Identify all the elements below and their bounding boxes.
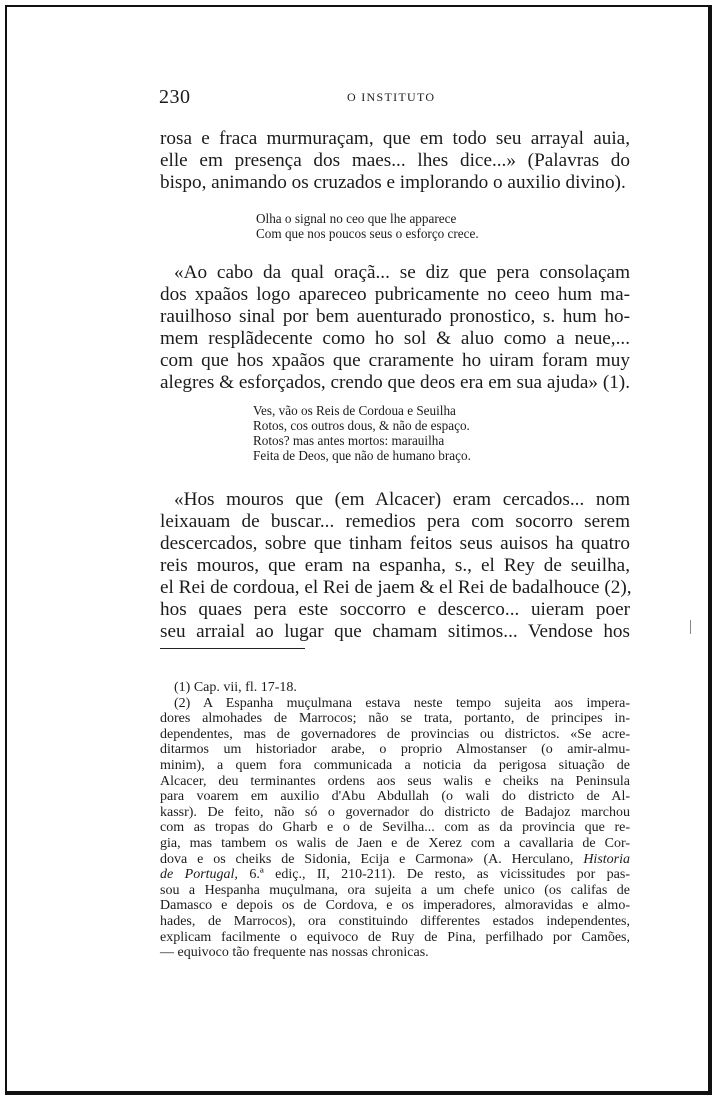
text-line: seu arraial ao lugar que chamam sitimos... Vendose hos <box>160 621 630 642</box>
text-line: descercados, sobre que tinham feitos seus auisos ha quatro <box>160 533 630 554</box>
footnote-line: kassr). De feito, não só o governador do districto de Badajoz marchou <box>160 804 630 820</box>
footnote-line: com as tropas do Gharb e o de Sevilha... com as da provincia que re- <box>160 820 630 836</box>
text-line: hos quaes pera este soccorro e descerco... uieram poer <box>160 599 630 620</box>
text-line: el Rei de cordoua, el Rei de jaem & el Rei de badalhouce (2), <box>160 577 632 598</box>
footnote-line: minim), a quem fora communicada a noticia da perigosa situação de <box>160 757 630 773</box>
footnote-line <box>160 852 630 868</box>
verse-line: Rotos? mas antes mortos: marauilha <box>253 433 445 448</box>
page-header <box>159 86 630 110</box>
text-line: bispo, animando os cruzados e implorando o auxilio divino). <box>160 172 626 193</box>
book-title-italic: Historia <box>583 851 630 867</box>
footnote-line: hades, de Marrocos), ora constituindo differentes estados independentes, <box>160 913 630 929</box>
paragraph-2 <box>160 262 630 394</box>
margin-mark <box>690 620 691 634</box>
footnote-line: sou a Hespanha muçulmana, ora sujeita a um chefe unico (os califas de <box>160 882 630 898</box>
verse-line: Feita de Deos, que não de humano braço. <box>253 448 471 463</box>
text-line: «Ao cabo da qual oraçã... se diz que pera consolaçam <box>174 262 630 283</box>
footnote-line: explicam facilmente o equivoco de Ruy de Pina, perfilhado por Camões, <box>160 929 630 945</box>
footnote-line: Alcacer, deu terminantes ordens aos seus walis e cheiks na Peninsula <box>160 773 630 789</box>
text-line: elle em presença dos maes... lhes dice...» (Palavras do <box>160 150 630 171</box>
text-line: rauilhoso sinal por bem auenturado pronostico, s. hum ho- <box>160 306 630 327</box>
paragraph-3 <box>160 489 630 643</box>
verse-line: Olha o signal no ceo que lhe apparece <box>256 211 457 226</box>
text-line: «Hos mouros que (em Alcacer) eram cercados... nom <box>174 489 630 510</box>
verse-line: Rotos, cos outros dous, & não de espaço. <box>253 418 470 433</box>
running-head: O INSTITUTO <box>347 90 436 104</box>
footnote-line: ditarmos um historiador arabe, o proprio Almostanser (o amir-almu- <box>160 742 630 758</box>
footnote-2 <box>160 696 630 961</box>
footnote-line: (2) A Espanha muçulmana estava neste tempo sujeita aos impera- <box>174 695 630 711</box>
footnote-rule <box>160 648 305 649</box>
footnote-line: dependentes, mas de governadores de provincias ou districtos. «Se acre- <box>160 726 630 742</box>
text-line: mem resplãdecente como ho sol & aluo como a neue,... <box>160 328 630 349</box>
text-line: reis mouros, que eram na espanha, s., el Rey de seuilha, <box>160 555 630 576</box>
book-title-italic: de Portugal, <box>160 867 238 883</box>
verse-quote-1 <box>256 211 479 241</box>
text-line: dos xpaãos logo apareceo pubricamente no ceeo hum ma- <box>160 284 630 305</box>
paragraph-1 <box>160 128 630 194</box>
text-line: leixauam de buscar... remedios pera com socorro serem <box>160 511 630 532</box>
footnotes <box>160 680 630 961</box>
footnote-line: gia, mas tambem os walis de Jaen e de Xerez com a cavallaria de Cor- <box>160 835 630 851</box>
footnote-line: para voarem em auxilio d'Abu Abdullah (o wali do districto de Al- <box>160 789 630 805</box>
footnote-line: Damasco e depois os de Cordova, e os imperadores, almoravidas e almo- <box>160 898 630 914</box>
footnote-line: — equivoco tão frequente nas nossas chronicas. <box>160 945 429 961</box>
verse-line: Ves, vão os Reis de Cordoua e Seuilha <box>253 403 456 418</box>
page-number: 230 <box>159 86 191 108</box>
text-line: alegres & esforçados, crendo que deos era em sua ajuda» (1). <box>160 372 630 393</box>
text-line: com que hos xpaãos que craramente ho uiram foram muy <box>160 350 630 371</box>
footnote-text: dova e os cheiks de Sidonia, Ecija e Carmona» (A. Herculano, <box>160 851 584 867</box>
text-line: rosa e fraca murmuraçam, que em todo seu arrayal auia, <box>160 128 630 149</box>
footnote-line: dores almohades de Marrocos; não se trata, portanto, de principes in- <box>160 711 630 727</box>
verse-quote-2 <box>253 403 471 463</box>
verse-line: Com que nos poucos seus o esforço crece. <box>256 226 479 241</box>
footnote-1: (1) Cap. vii, fl. 17-18. <box>174 680 297 695</box>
footnote-text: 6.ª ediç., II, 210-211). De resto, as vicissitudes por pas- <box>237 867 630 883</box>
footnote-line <box>160 867 630 883</box>
